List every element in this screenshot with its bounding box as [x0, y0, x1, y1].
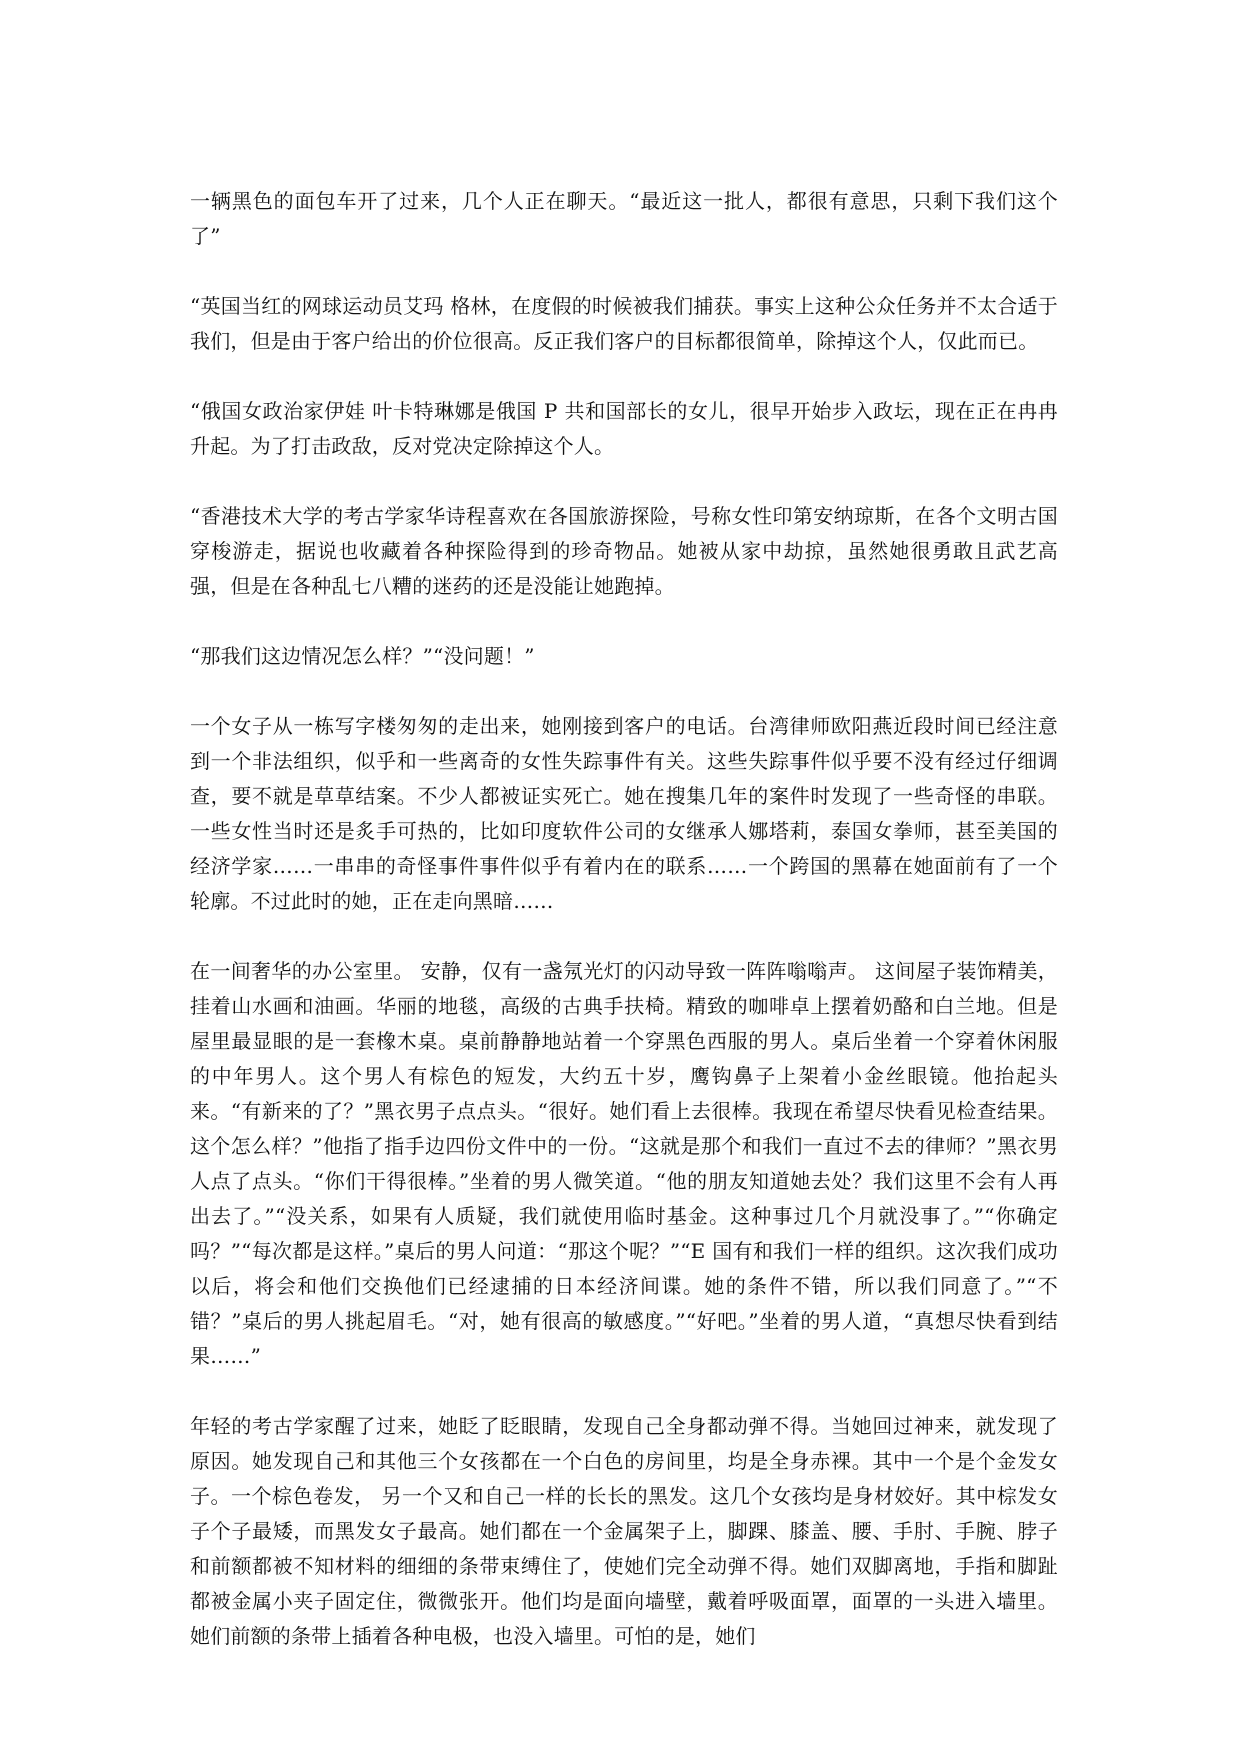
paragraph: 在一间奢华的办公室里。 安静，仅有一盏氖光灯的闪动导致一阵阵嗡嗡声。 这间屋子装饰精美，挂着山水画和油画。华丽的地毯，高级的古典手扶椅。精致的咖啡卓上摆着奶酪和白兰地。但是屋里最显眼的是一套橡木桌。桌前静静地站着一个穿黑色西服的男人。桌后坐着一个穿着休闲服的中年男人。这个男人有棕色的短发，大约五十岁，鹰钩鼻子上架着小金丝眼镜。他抬起头来。“有新来的了？”黑衣男子点点头。“很好。她们看上去很棒。我现在希望尽快看见检查结果。这个怎么样？”他指了指手边四份文件中的一份。“这就是那个和我们一直过不去的律师？”黑衣男人点了点头。“你们干得很棒。”坐着的男人微笑道。“他的朋友知道她去处？我们这里不会有人再出去了。”“没关系，如果有人质疑，我们就使用临时基金。这种事过几个月就没事了。”“你确定吗？”“每次都是这样。”桌后的男人问道：“那这个呢？”“E 国有和我们一样的组织。这次我们成功以后，将会和他们交换他们已经逮捕的日本经济间谍。她的条件不错，所以我们同意了。”“不错？”桌后的男人挑起眉毛。“对，她有很高的敏感度。”“好吧。”坐着的男人道，“真想尽快看到结果……” — [190, 959, 1059, 1368]
paragraph: 一个女子从一栋写字楼匆匆的走出来，她刚接到客户的电话。台湾律师欧阳燕近段时间已经注意到一个非法组织，似乎和一些离奇的女性失踪事件有关。这些失踪事件似乎要不没有经过仔细调查，要不就是草草结案。不少人都被证实死亡。她在搜集几年的案件时发现了一些奇怪的串联。一些女性当时还是炙手可热的，比如印度软件公司的女继承人娜塔莉，泰国女拳师，甚至美国的经济学家……一串串的奇怪事件事件似乎有着内在的联系……一个跨国的黑幕在她面前有了一个轮廓。不过此时的她，正在走向黑暗…… — [190, 714, 1058, 913]
document-body — [190, 184, 1058, 1654]
paragraph: “俄国女政治家伊娃 叶卡特琳娜是俄国 P 共和国部长的女儿，很早开始步入政坛，现在正在冉冉升起。为了打击政敌，反对党决定除掉这个人。 — [190, 399, 1058, 458]
paragraph: “香港技术大学的考古学家华诗程喜欢在各国旅游探险，号称女性印第安纳琼斯，在各个文明古国穿梭游走，据说也收藏着各种探险得到的珍奇物品。她被从家中劫掠，虽然她很勇敢且武艺高强，但是在各种乱七八糟的迷药的还是没能让她跑掉。 — [190, 504, 1058, 598]
paragraph: 一辆黑色的面包车开了过来，几个人正在聊天。“最近这一批人，都很有意思，只剩下我们这个了” — [190, 189, 1058, 248]
paragraph: “那我们这边情况怎么样？”“没问题！” — [190, 644, 535, 668]
paragraph: 年轻的考古学家醒了过来，她眨了眨眼睛，发现自己全身都动弹不得。当她回过神来，就发现了原因。她发现自己和其他三个女孩都在一个白色的房间里，均是全身赤裸。其中一个是个金发女子。一个棕色卷发， 另一个又和自己一样的长长的黑发。这几个女孩均是身材姣好。其中棕发女子个子最矮，而黑发女子最高。她们都在一个金属架子上，脚踝、膝盖、腰、手肘、手腕、脖子和前额都被不知材料的细细的条带束缚住了，使她们完全动弹不得。她们双脚离地，手指和脚趾都被金属小夹子固定住，微微张开。他们均是面向墙壁，戴着呼吸面罩，面罩的一头进入墙里。她们前额的条带上插着各种电极，也没入墙里。可怕的是，她们 — [190, 1414, 1058, 1648]
paragraph: “英国当红的网球运动员艾玛 格林，在度假的时候被我们捕获。事实上这种公众任务并不太合适于我们，但是由于客户给出的价位很高。反正我们客户的目标都很简单，除掉这个人，仅此而已。 — [190, 294, 1058, 353]
